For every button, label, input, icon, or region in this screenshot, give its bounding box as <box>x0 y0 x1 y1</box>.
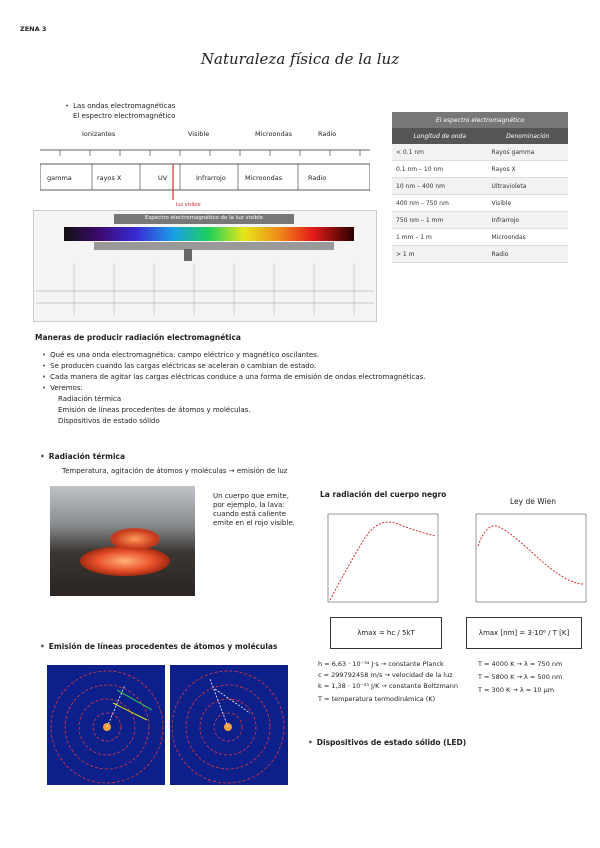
table-cell: 400 nm – 750 nm <box>392 195 488 212</box>
graph2-title: Ley de Wien <box>510 497 556 506</box>
section-label: ZENA 3 <box>20 25 47 33</box>
visible-panel-title: Espectro electromagnético de la luz visible <box>144 215 264 221</box>
visible-gradient <box>64 227 354 241</box>
table-cell: 750 nm – 1 mm <box>392 212 488 229</box>
group-label-ionizing: Ionizantes <box>82 130 116 138</box>
wien-graph <box>466 506 590 608</box>
table-caption: El espectro electromagnético <box>392 112 568 128</box>
atom-diagram-2 <box>170 665 288 785</box>
table-row <box>392 229 568 246</box>
intro-line-2: El espectro electromagnético <box>73 112 176 120</box>
table-row <box>392 212 568 229</box>
table-cell: Ultravioleta <box>488 178 568 195</box>
intro-line-1: • Las ondas electromagnéticas <box>65 102 175 111</box>
production-sub-2: Emisión de líneas procedentes de átomos y moléculas. <box>58 406 251 414</box>
constant-4: T = temperatura termodinámica (K) <box>318 695 436 703</box>
group-label-microwave: Microondas <box>255 130 293 138</box>
lines-heading: • Emisión de líneas procedentes de átomos y moléculas <box>40 642 277 651</box>
segment-infrared: Infrarrojo <box>196 174 226 182</box>
constant-1: h = 6,63 · 10⁻³⁴ J·s → constante Planck <box>318 660 444 668</box>
wien-example-3: T = 300 K → λ = 10 μm <box>478 686 555 694</box>
thermal-side-text: Un cuerpo que emite, por ejemplo, la lava: cuando está caliente emite en el rojo visible. <box>213 492 295 527</box>
spectrum-table <box>392 112 568 263</box>
group-label-radio: Radio <box>318 130 337 138</box>
atom-diagram-1 <box>47 665 165 785</box>
spectrum-diagram <box>40 128 370 208</box>
table-cell: > 1 m <box>392 246 488 263</box>
table-header-name: Denominación <box>488 128 568 144</box>
production-bullet-1: • Qué es una onda electromagnética: campo eléctrico y magnético oscilantes. <box>42 351 582 360</box>
production-sub-1: Radiación térmica <box>58 395 122 403</box>
visible-spectrum-panel <box>33 210 377 322</box>
formula-box-1: λmax = hc / 5kT <box>330 617 442 649</box>
graph1-title: La radiación del cuerpo negro <box>320 490 447 499</box>
table-cell: 1 mm – 1 m <box>392 229 488 246</box>
solid-state-heading: • Dispositivos de estado sólido (LED) <box>308 738 466 747</box>
production-sub-3: Dispositivos de estado sólido <box>58 417 160 425</box>
table-row <box>392 178 568 195</box>
blackbody-graph <box>318 506 442 608</box>
constant-2: c = 299792458 m/s → velocidad de la luz <box>318 671 453 679</box>
table-cell: < 0.1 nm <box>392 144 488 161</box>
table-cell: Visible <box>488 195 568 212</box>
table-row <box>392 161 568 178</box>
table-row <box>392 144 568 161</box>
table-row <box>392 246 568 263</box>
page-title: Naturaleza física de la luz <box>200 50 400 68</box>
segment-radio: Radio <box>308 174 327 182</box>
wien-example-1: T = 4000 K → λ = 750 nm <box>478 660 563 668</box>
production-bullet-3: • Cada manera de agitar las cargas eléctricas conduce a una forma de emisión de ondas electromagnéticas. <box>42 373 582 382</box>
segment-xray: rayos X <box>97 174 122 182</box>
table-cell: 0.1 nm – 10 nm <box>392 161 488 178</box>
segment-uv: UV <box>158 174 168 182</box>
table-cell: Rayos X <box>488 161 568 178</box>
wien-example-2: T = 5800 K → λ = 500 nm <box>478 673 563 681</box>
table-header-wavelength: Longitud de onda <box>392 128 488 144</box>
production-bullet-4: • Veremos: <box>42 384 582 393</box>
visible-marker: luz visible <box>176 202 201 208</box>
table-cell: Radio <box>488 246 568 263</box>
segment-microwave: Microondas <box>245 174 283 182</box>
constant-3: k = 1,38 · 10⁻²³ J/K → constante Boltzmann <box>318 682 459 690</box>
thermal-heading: • Radiación térmica <box>40 452 125 461</box>
formula-box-2: λmax [nm] = 3·10⁶ / T [K] <box>466 617 582 649</box>
table-cell: 10 nm – 400 nm <box>392 178 488 195</box>
production-bullet-2: • Se producen cuando las cargas eléctricas se aceleran o cambian de estado. <box>42 362 582 371</box>
lava-photo <box>50 486 195 596</box>
thermal-description: Temperatura, agitación de átomos y moléculas → emisión de luz <box>62 467 288 475</box>
table-row <box>392 195 568 212</box>
table-cell: Rayos gamma <box>488 144 568 161</box>
production-heading: Maneras de producir radiación electromagnética <box>35 333 241 342</box>
segment-gamma: gamma <box>47 174 72 182</box>
table-cell: Infrarrojo <box>488 212 568 229</box>
group-label-visible: Visible <box>188 130 210 138</box>
table-cell: Microondas <box>488 229 568 246</box>
